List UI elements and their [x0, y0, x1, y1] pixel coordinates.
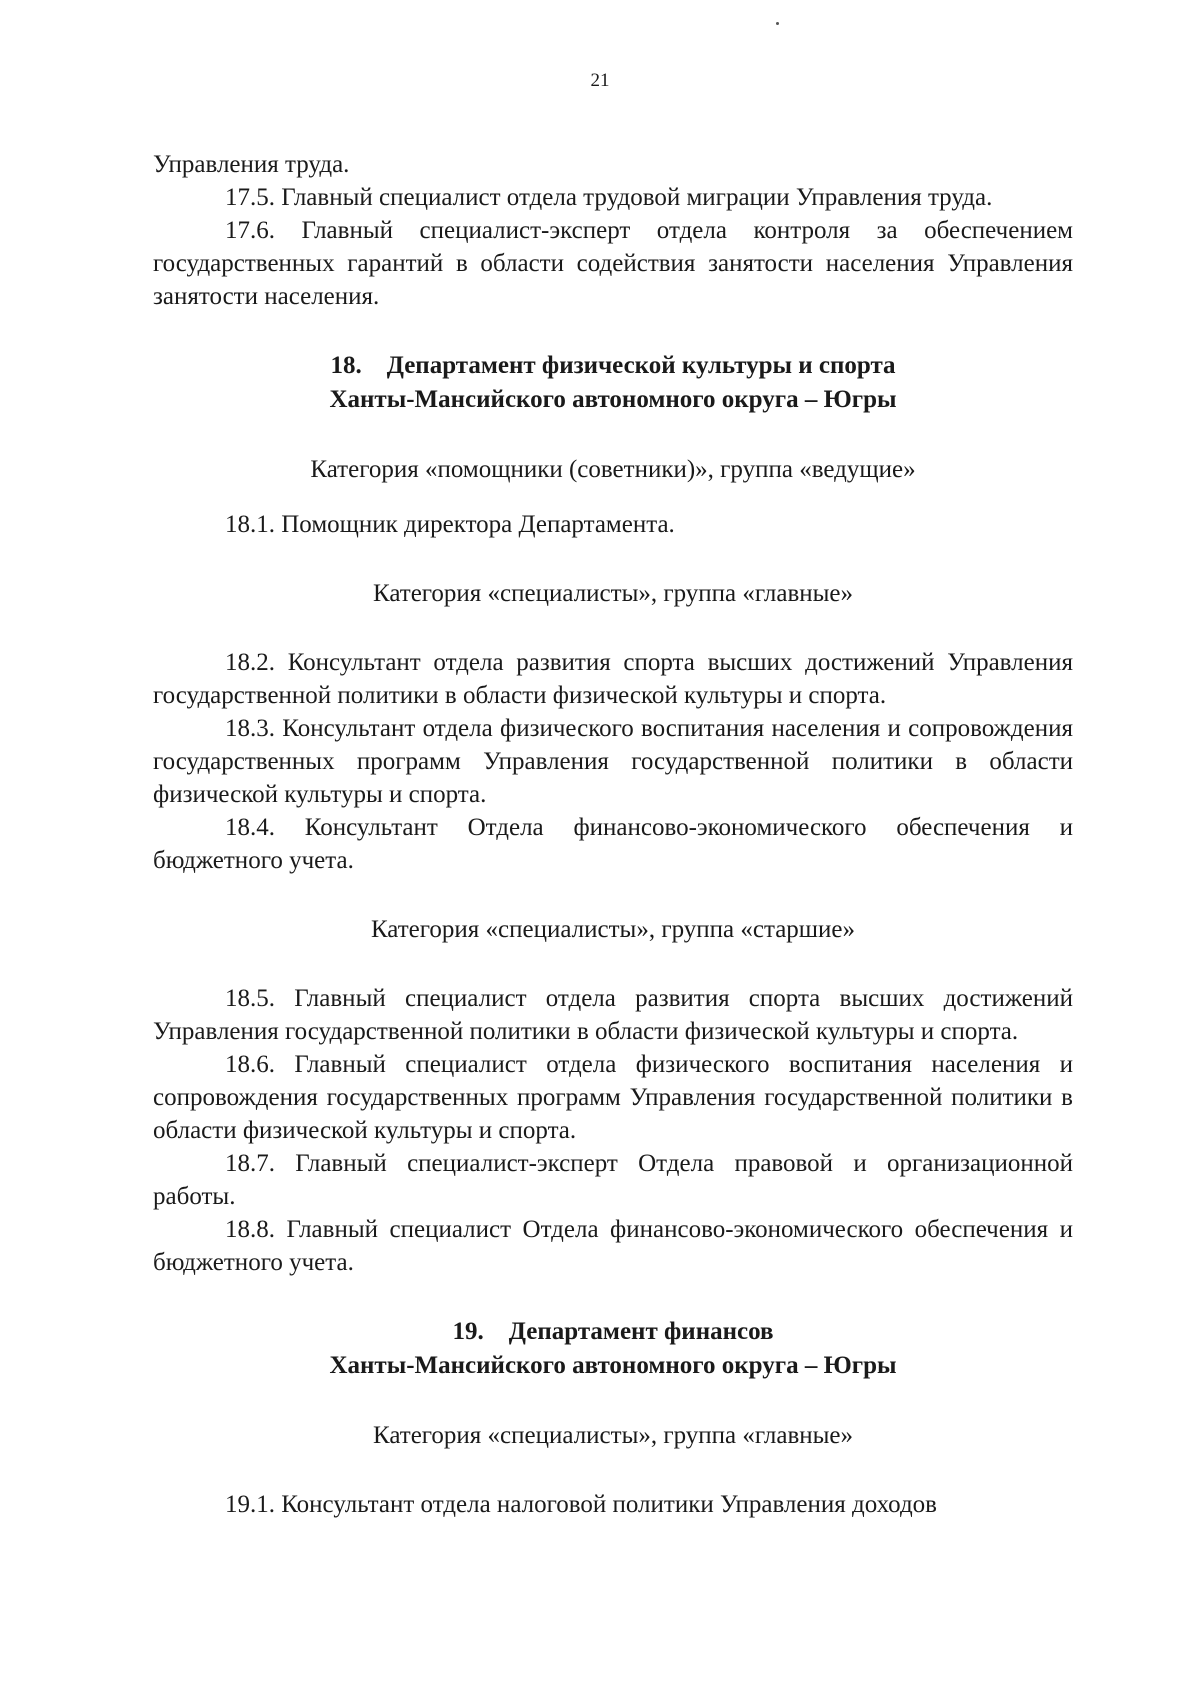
spacer — [153, 1452, 1073, 1488]
category-heading: Категория «специалисты», группа «главные» — [372, 580, 854, 607]
category-heading: Категория «специалисты», группа «старшие» — [370, 916, 856, 943]
section-heading — [153, 1315, 1073, 1383]
spacer — [153, 1383, 1073, 1419]
paragraph: 17.5. Главный специалист отдела трудовой миграции Управления труда. — [225, 184, 993, 211]
section-heading-line: Ханты-Мансийского автономного округа – Югры — [329, 386, 897, 413]
category-heading: Категория «помощники (советники)», группа «ведущие» — [310, 456, 916, 483]
paragraph: 19.1. Консультант отдела налоговой политики Управления доходов — [225, 1491, 937, 1518]
document-body — [153, 148, 1073, 1521]
section-heading-line: 19. Департамент финансов — [452, 1318, 774, 1345]
spacer — [153, 610, 1073, 646]
paragraph: 18.1. Помощник директора Департамента. — [225, 511, 675, 538]
paragraph: 18.2. Консультант отдела развития спорта высших достижений Управления государственной политики в области физической культуры и спорта. — [153, 649, 1073, 709]
spacer — [153, 877, 1073, 913]
spacer — [153, 486, 1073, 508]
section-heading — [153, 349, 1073, 417]
paragraph: 17.6. Главный специалист-эксперт отдела контроля за обеспечением государственных гарантий в области содействия занятости населения Управления занятости населения. — [153, 217, 1073, 310]
paragraph: 18.3. Консультант отдела физического воспитания населения и сопровождения государственных программ Управления государственной политики в области физической культуры и спорта. — [153, 715, 1073, 808]
category-heading: Категория «специалисты», группа «главные» — [372, 1422, 854, 1449]
paragraph: Управления труда. — [153, 151, 350, 178]
spacer — [153, 417, 1073, 453]
paragraph: 18.5. Главный специалист отдела развития спорта высших достижений Управления государственной политики в области физической культуры и спорта. — [153, 985, 1073, 1045]
scan-speck — [776, 22, 779, 25]
spacer — [153, 946, 1073, 982]
section-heading-line: 18. Департамент физической культуры и спорта — [330, 352, 896, 379]
spacer — [153, 313, 1073, 349]
paragraph: 18.4. Консультант Отдела финансово-экономического обеспечения и бюджетного учета. — [153, 814, 1073, 874]
section-heading-line: Ханты-Мансийского автономного округа – Югры — [329, 1352, 897, 1379]
page-number: 21 — [590, 70, 610, 91]
paragraph: 18.7. Главный специалист-эксперт Отдела правовой и организационной работы. — [153, 1150, 1073, 1210]
spacer — [153, 541, 1073, 577]
spacer — [153, 1279, 1073, 1315]
paragraph: 18.6. Главный специалист отдела физического воспитания населения и сопровождения государственных программ Управления государственной политики в области физической культуры и спорта. — [153, 1051, 1073, 1144]
paragraph: 18.8. Главный специалист Отдела финансово-экономического обеспечения и бюджетного учета. — [153, 1216, 1073, 1276]
